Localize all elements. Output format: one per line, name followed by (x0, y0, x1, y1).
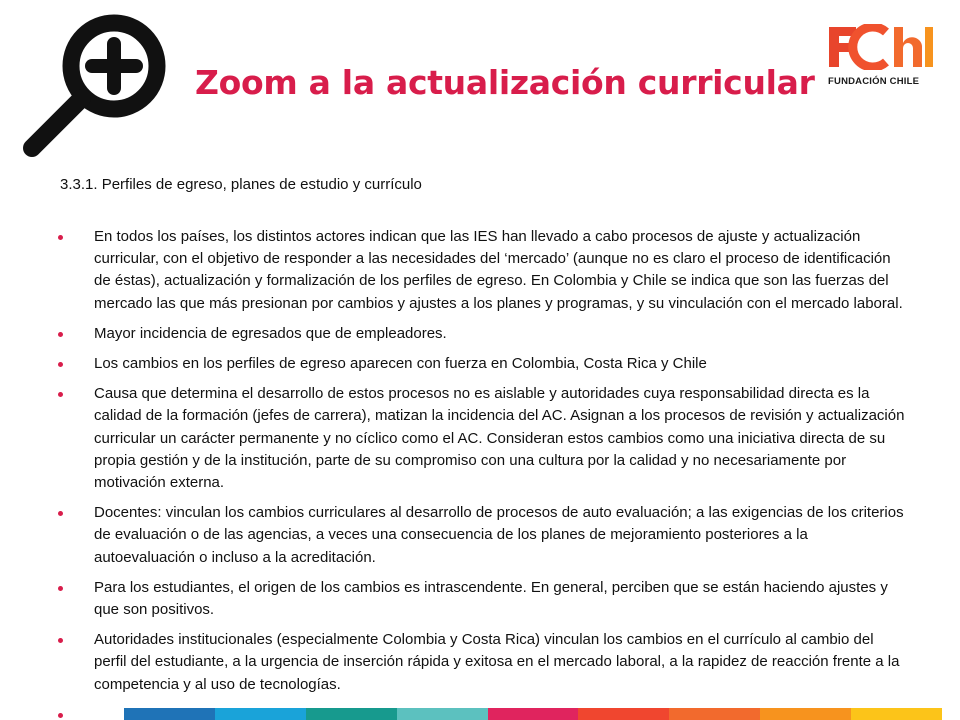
color-bar-segment (760, 708, 851, 720)
color-bar-segment (215, 708, 306, 720)
bullet-item (58, 502, 908, 569)
bullet-dot (58, 638, 63, 643)
zoom-in-magnifier-icon (20, 8, 172, 158)
bullet-item (58, 353, 908, 375)
bullet-dot (58, 332, 63, 337)
bullet-text: Causa que determina el desarrollo de estos procesos no es aislable y autoridades cuya responsabilidad directa es la calidad de la formación (jefes de carrera), matizan la incidencia del AC. Asignan a los procesos de revisión y actualización curricular un carácter permanente y no cíclico como el AC. Consideran estos cambios como una iniciativa directa de su propia gestión y de la institución, parte de su compromiso con una cultura por la calidad y no necesariamente por motivación externa. (94, 385, 905, 492)
color-bar-segment (397, 708, 488, 720)
bullet-list (58, 226, 908, 704)
logo-subtitle: FUNDACIÓN CHILE (828, 76, 920, 87)
bullet-dot (58, 392, 63, 397)
bullet-text: Mayor incidencia de egresados que de empleadores. (94, 324, 447, 342)
bullet-dot (58, 713, 63, 718)
bullet-text: Los cambios en los perfiles de egreso aparecen con fuerza en Colombia, Costa Rica y Chile (94, 355, 707, 373)
bullet-text: Docentes: vinculan los cambios curriculares al desarrollo de procesos de auto evaluación; a las exigencias de los criterios de evaluación o de las agencias, a veces una consecuencia de los planes de mejoramiento posteriores a la autoevaluación o incluso a la acreditación. (94, 504, 904, 566)
bullet-dot (58, 362, 63, 367)
fch-logo-letters (826, 24, 936, 70)
decorative-color-bar (124, 708, 942, 720)
page-title: Zoom a la actualización curricular (195, 63, 815, 102)
color-bar-segment (578, 708, 669, 720)
color-bar-segment (669, 708, 760, 720)
color-bar-segment (851, 708, 942, 720)
bullet-dot (58, 235, 63, 240)
bullet-item (58, 629, 908, 696)
bullet-dot (58, 511, 63, 516)
bullet-text: En todos los países, los distintos actores indican que las IES han llevado a cabo procesos de ajuste y actualización curricular, con el objetivo de responder a las necesidades del ‘mercado’ (aunque no es claro el proceso de identificación de éstas), actualización y formalización de los perfiles de egreso. En Colombia y Chile se indica que son las fuerzas del mercado las que más presionan por cambios y ajustes a los planes y programas, y su vinculación con el mercado laboral. (94, 228, 903, 312)
bullet-item (58, 226, 908, 315)
color-bar-segment (488, 708, 579, 720)
bullet-item (58, 577, 908, 621)
bullet-text: Para los estudiantes, el origen de los cambios es intrascendente. En general, perciben que se están haciendo ajustes y que son positivos. (94, 578, 888, 619)
bullet-item (58, 383, 908, 494)
color-bar-segment (306, 708, 397, 720)
bullet-text: Autoridades institucionales (especialmente Colombia y Costa Rica) vinculan los cambios en el currículo al cambio del perfil del estudiante, a la urgencia de inserción rápida y exitosa en el mercado laboral, a la rapidez de reacción frente a la competencia y al uso de tecnologías. (94, 631, 900, 693)
section-subheading: 3.3.1. Perfiles de egreso, planes de estudio y currículo (60, 176, 422, 193)
color-bar-segment (124, 708, 215, 720)
bullet-item (58, 323, 908, 345)
bullet-dot (58, 586, 63, 591)
fundacion-chile-logo (826, 24, 938, 94)
